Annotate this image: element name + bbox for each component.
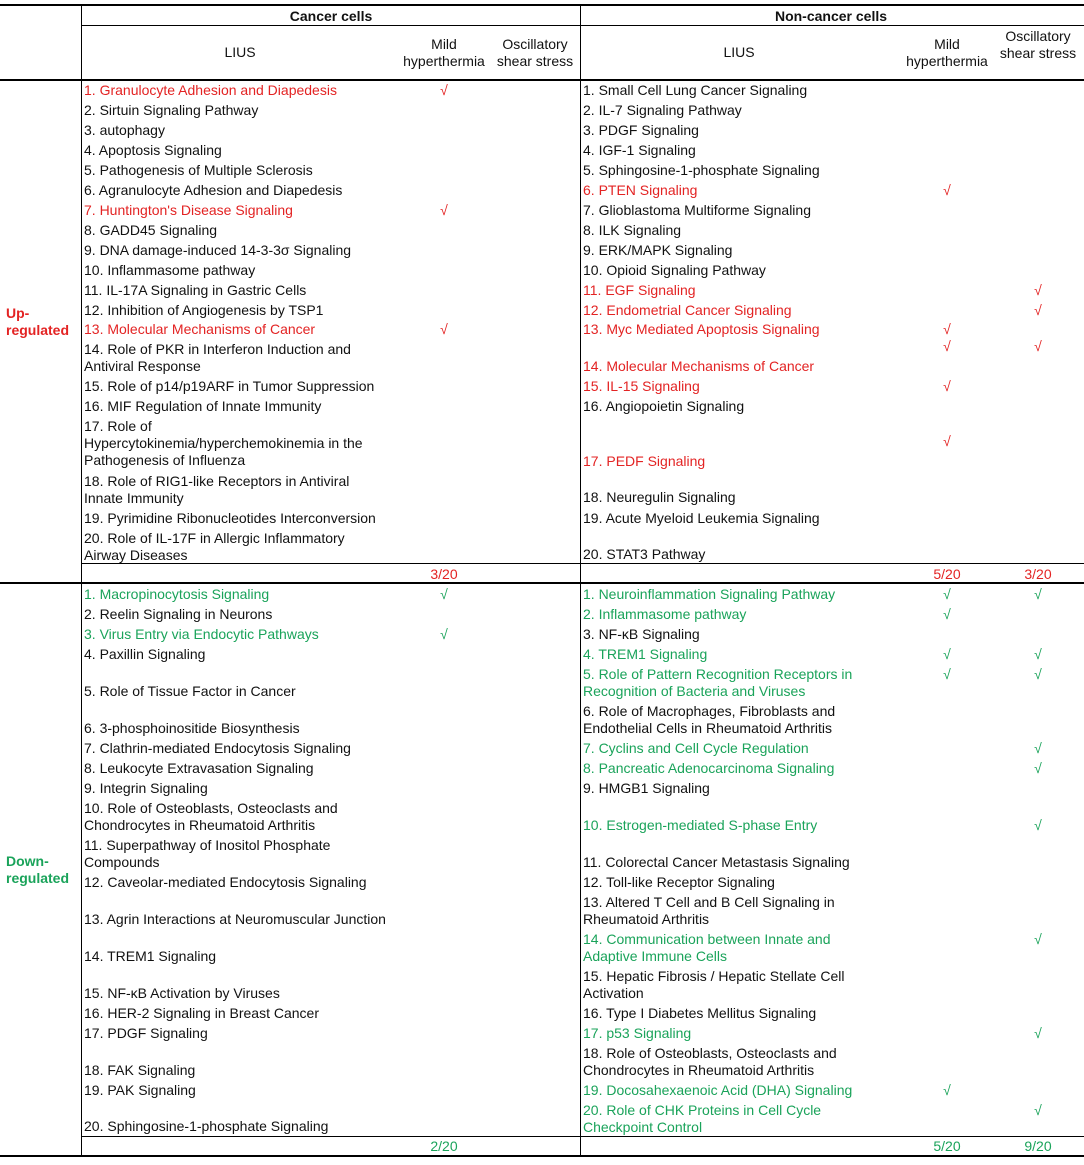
mild-hyperthermia-check: √: [440, 82, 448, 98]
table-row: [84, 683, 296, 700]
pathway-name: 17. p53 Signaling: [583, 1025, 692, 1041]
pathway-name: 20. Role of IL-17F in Allergic Inflammatory: [84, 530, 345, 546]
table-row: [583, 606, 746, 623]
mild-hyperthermia-check: √: [440, 626, 448, 642]
pathway-name: 7. Huntington's Disease Signaling: [84, 202, 293, 218]
pathway-name: 16. MIF Regulation of Innate Immunity: [84, 398, 322, 414]
down-noncancer-mild-score: 5/20: [933, 1138, 961, 1154]
table-row: [84, 948, 216, 965]
mild-hyperthermia-check: √: [943, 1082, 951, 1098]
oscillatory-shear-check: √: [1034, 760, 1042, 776]
oscillatory-shear-check: √: [1034, 740, 1042, 756]
table-row: [583, 780, 710, 797]
oscillatory-shear-check: √: [1034, 338, 1042, 354]
pathway-name: 2. Inflammasome pathway: [583, 606, 747, 622]
table-row: [84, 182, 342, 199]
pathway-name: 7. Cyclins and Cell Cycle Regulation: [583, 740, 809, 756]
table-row: [583, 626, 700, 643]
pathway-name: Adaptive Immune Cells: [583, 948, 727, 964]
pathway-name: 16. HER-2 Signaling in Breast Cancer: [84, 1005, 320, 1021]
pathway-name: 18. Role of Osteoblasts, Osteoclasts and: [583, 1045, 837, 1061]
pathway-name: 5. Role of Tissue Factor in Cancer: [84, 683, 296, 699]
up-noncancer-osc-score: 3/20: [1024, 566, 1052, 582]
table-row: [84, 142, 222, 159]
cancer-cells-header: Cancer cells: [289, 8, 373, 24]
pathway-name: 3. NF-κB Signaling: [583, 626, 700, 642]
pathway-name: 1. Granulocyte Adhesion and Diapedesis: [84, 82, 337, 98]
table-row: [583, 740, 809, 757]
oscillatory-shear-check: √: [1034, 666, 1042, 682]
table-row: [583, 122, 699, 139]
pathway-name: 19. Pyrimidine Ribonucleotides Interconversion: [84, 510, 376, 526]
pathway-name: 4. Paxillin Signaling: [84, 646, 206, 662]
pathway-name: 3. PDGF Signaling: [583, 122, 699, 138]
table-row: [84, 473, 349, 507]
table-row: [84, 82, 337, 99]
table-row: [84, 874, 367, 891]
table-row: [583, 546, 705, 563]
pathway-name: 2. Reelin Signaling in Neurons: [84, 606, 273, 622]
mild-hyperthermia-check: √: [440, 321, 448, 337]
table-row: [84, 242, 351, 259]
pathway-name: 19. Acute Myeloid Leukemia Signaling: [583, 510, 820, 526]
table-row: [583, 142, 696, 159]
pathway-name: 13. Agrin Interactions at Neuromuscular Junction: [84, 911, 386, 927]
cancer-lius-header: LIUS: [224, 44, 256, 60]
mild-hyperthermia-check: √: [943, 321, 951, 337]
pathway-name: 13. Molecular Mechanisms of Cancer: [84, 321, 316, 337]
table-row: [583, 82, 807, 99]
table-row: [84, 1005, 319, 1022]
pathway-name: 4. TREM1 Signaling: [583, 646, 708, 662]
table-row: [583, 968, 844, 1002]
pathway-name: 9. Integrin Signaling: [84, 780, 208, 796]
table-row: [84, 646, 205, 663]
pathway-name: Activation: [583, 985, 644, 1001]
pathway-name: 12. Endometrial Cancer Signaling: [583, 302, 792, 318]
down-regulated-label: Down-regulated: [6, 853, 70, 886]
pathway-name: 14. Communication between Innate and: [583, 931, 831, 947]
pathway-name: Pathogenesis of Influenza: [84, 452, 246, 468]
pathway-name: 6. Role of Macrophages, Fibroblasts and: [583, 703, 836, 719]
pathway-name: 2. Sirtuin Signaling Pathway: [84, 102, 259, 118]
table-row: [84, 837, 330, 871]
oscillatory-shear-check: √: [1034, 586, 1042, 602]
table-row: [583, 894, 835, 928]
mild-hyperthermia-check: √: [440, 586, 448, 602]
noncancer-mild-header: Mild hyperthermia: [906, 36, 988, 69]
table-row: [583, 453, 705, 470]
mild-hyperthermia-check: √: [440, 202, 448, 218]
pathway-name: 5. Role of Pattern Recognition Receptors in: [583, 666, 853, 682]
table-row: [84, 1082, 196, 1099]
table-row: [84, 321, 315, 338]
mild-hyperthermia-check: √: [943, 433, 951, 449]
pathway-name: 16. Type I Diabetes Mellitus Signaling: [583, 1005, 817, 1021]
pathway-name: 6. Agranulocyte Adhesion and Diapedesis: [84, 182, 343, 198]
cancer-osc-header: Oscillatory shear stress: [496, 36, 574, 69]
group-col-divider: [81, 4, 82, 1156]
pathway-name: 4. IGF-1 Signaling: [583, 142, 696, 158]
table-row: [84, 1118, 328, 1135]
table-row: [583, 854, 850, 871]
table-row: [84, 102, 258, 119]
pathway-name: Chondrocytes in Rheumatoid Arthritis: [84, 817, 316, 833]
cancer-mild-header: Mild hyperthermia: [403, 36, 485, 69]
table-row: [84, 1025, 208, 1042]
table-row: [583, 489, 736, 506]
table-row: [583, 703, 835, 737]
pathway-name: 1. Small Cell Lung Cancer Signaling: [583, 82, 808, 98]
mild-hyperthermia-check: √: [943, 606, 951, 622]
pathway-name: 8. GADD45 Signaling: [84, 222, 218, 238]
noncancer-cells-header: Non-cancer cells: [774, 8, 888, 24]
table-row: [583, 1025, 691, 1042]
table-row: [583, 162, 820, 179]
table-row: [583, 321, 820, 338]
pathway-name: Rheumatoid Arthritis: [583, 911, 710, 927]
pathway-name: 9. HMGB1 Signaling: [583, 780, 710, 796]
pathway-name: 11. Colorectal Cancer Metastasis Signaling: [583, 854, 850, 870]
table-row: [583, 586, 835, 603]
mild-hyperthermia-check: √: [943, 338, 951, 354]
table-row: [583, 666, 852, 700]
pathway-name: 19. Docosahexaenoic Acid (DHA) Signaling: [583, 1082, 853, 1098]
table-row: [84, 302, 323, 319]
pathway-name: Hypercytokinemia/hyperchemokinemia in the: [84, 435, 363, 451]
pathway-name: 15. Role of p14/p19ARF in Tumor Suppression: [84, 378, 375, 394]
pathway-name: 6. PTEN Signaling: [583, 182, 698, 198]
top-border: [0, 4, 1084, 6]
table-row: [583, 874, 775, 891]
pathway-name: 8. Pancreatic Adenocarcinoma Signaling: [583, 760, 835, 776]
table-row: [583, 1082, 852, 1099]
pathway-name: Compounds: [84, 854, 160, 870]
noncancer-osc-header: Oscillatory shear stress: [999, 28, 1077, 61]
table-row: [583, 817, 817, 834]
table-row: [583, 760, 834, 777]
table-row: [583, 262, 766, 279]
table-row: [583, 202, 811, 219]
table-row: [583, 931, 831, 965]
group-divider: [0, 582, 1084, 584]
pathway-name: 1. Macropinocytosis Signaling: [84, 586, 270, 602]
pathway-name: 13. Myc Mediated Apoptosis Signaling: [583, 321, 820, 337]
table-row: [84, 162, 313, 179]
down-score-divider: [82, 1136, 1084, 1137]
table-row: [583, 222, 681, 239]
pathway-name: 18. Neuregulin Signaling: [583, 489, 736, 505]
table-row: [583, 398, 744, 415]
header-bottom-border: [0, 79, 1084, 81]
table-row: [84, 720, 300, 737]
table-row: [84, 626, 319, 643]
pathway-name: Checkpoint Control: [583, 1119, 703, 1135]
table-row: [583, 102, 742, 119]
pathway-name: Endothelial Cells in Rheumatoid Arthritis: [583, 720, 833, 736]
table-row: [84, 760, 314, 777]
pathway-name: Antiviral Response: [84, 358, 201, 374]
table-row: [84, 800, 338, 834]
table-row: [84, 606, 272, 623]
pathway-name: Chondrocytes in Rheumatoid Arthritis: [583, 1062, 815, 1078]
cell-type-divider: [580, 4, 581, 1156]
pathway-name: 2. IL-7 Signaling Pathway: [583, 102, 742, 118]
pathway-name: 7. Clathrin-mediated Endocytosis Signaling: [84, 740, 351, 756]
table-row: [84, 418, 363, 469]
oscillatory-shear-check: √: [1034, 302, 1042, 318]
mild-hyperthermia-check: √: [943, 646, 951, 662]
table-row: [84, 341, 351, 375]
pathway-name: Airway Diseases: [84, 547, 188, 563]
pathway-name: 4. Apoptosis Signaling: [84, 142, 222, 158]
pathway-name: 18. Role of RIG1-like Receptors in Antiviral: [84, 473, 350, 489]
table-row: [84, 262, 255, 279]
bottom-border: [0, 1155, 1084, 1157]
table-row: [583, 378, 700, 395]
down-cancer-mild-score: 2/20: [430, 1138, 458, 1154]
pathway-name: 18. FAK Signaling: [84, 1062, 196, 1078]
pathway-name: 3. autophagy: [84, 122, 165, 138]
pathway-name: 10. Inflammasome pathway: [84, 262, 256, 278]
pathway-name: 14. Role of PKR in Interferon Induction and: [84, 341, 351, 357]
pathway-name: 7. Glioblastoma Multiforme Signaling: [583, 202, 811, 218]
pathway-name: 9. DNA damage-induced 14-3-3σ Signaling: [84, 242, 352, 258]
mild-hyperthermia-check: √: [943, 378, 951, 394]
mild-hyperthermia-check: √: [943, 666, 951, 682]
pathway-name: 17. Role of: [84, 418, 152, 434]
pathway-name: 20. Role of CHK Proteins in Cell Cycle: [583, 1102, 822, 1118]
table-row: [583, 646, 707, 663]
pathway-name: 8. Leukocyte Extravasation Signaling: [84, 760, 314, 776]
pathway-name: 19. PAK Signaling: [84, 1082, 196, 1098]
pathway-name: 20. Sphingosine-1-phosphate Signaling: [84, 1118, 329, 1134]
pathway-name: 11. IL-17A Signaling in Gastric Cells: [84, 282, 307, 298]
pathway-name: 12. Inhibition of Angiogenesis by TSP1: [84, 302, 324, 318]
table-row: [583, 358, 814, 375]
table-row: [84, 222, 217, 239]
table-row: [583, 1005, 816, 1022]
mild-hyperthermia-check: √: [943, 182, 951, 198]
pathway-name: 13. Altered T Cell and B Cell Signaling in: [583, 894, 835, 910]
noncancer-lius-header: LIUS: [723, 44, 755, 60]
pathway-name: 11. Superpathway of Inositol Phosphate: [84, 837, 331, 853]
table-row: [84, 398, 321, 415]
oscillatory-shear-check: √: [1034, 931, 1042, 947]
table-row: [84, 780, 208, 797]
pathway-name: 8. ILK Signaling: [583, 222, 682, 238]
table-row: [583, 510, 820, 527]
table-row: [84, 985, 280, 1002]
table-row: [84, 586, 269, 603]
table-row: [84, 530, 345, 564]
table-row: [583, 282, 696, 299]
table-row: [84, 1062, 195, 1079]
table-row: [583, 182, 697, 199]
pathway-name: 12. Caveolar-mediated Endocytosis Signaling: [84, 874, 367, 890]
oscillatory-shear-check: √: [1034, 1025, 1042, 1041]
oscillatory-shear-check: √: [1034, 817, 1042, 833]
pathway-name: 10. Opioid Signaling Pathway: [583, 262, 766, 278]
pathway-name: 10. Role of Osteoblasts, Osteoclasts and: [84, 800, 338, 816]
down-noncancer-osc-score: 9/20: [1024, 1138, 1052, 1154]
table-row: [583, 1102, 821, 1136]
table-row: [583, 242, 732, 259]
pathway-name: Innate Immunity: [84, 490, 184, 506]
oscillatory-shear-check: √: [1034, 282, 1042, 298]
table-row: [84, 202, 293, 219]
pathway-name: 11. EGF Signaling: [583, 282, 696, 298]
up-regulated-label: Up-regulated: [6, 305, 70, 338]
pathway-name: 1. Neuroinflammation Signaling Pathway: [583, 586, 836, 602]
up-cancer-mild-score: 3/20: [430, 566, 458, 582]
table-row: [84, 122, 165, 139]
oscillatory-shear-check: √: [1034, 1102, 1042, 1118]
pathway-name: 14. TREM1 Signaling: [84, 948, 217, 964]
table-row: [583, 302, 792, 319]
table-row: [84, 740, 351, 757]
pathway-name: 5. Sphingosine-1-phosphate Signaling: [583, 162, 820, 178]
pathway-name: 5. Pathogenesis of Multiple Sclerosis: [84, 162, 313, 178]
pathway-name: 17. PDGF Signaling: [84, 1025, 208, 1041]
pathway-name: 10. Estrogen-mediated S-phase Entry: [583, 817, 818, 833]
pathway-name: 3. Virus Entry via Endocytic Pathways: [84, 626, 319, 642]
mild-hyperthermia-check: √: [943, 586, 951, 602]
oscillatory-shear-check: √: [1034, 646, 1042, 662]
table-row: [84, 510, 376, 527]
pathway-name: 15. IL-15 Signaling: [583, 378, 700, 394]
pathway-name: 14. Molecular Mechanisms of Cancer: [583, 358, 815, 374]
up-score-divider: [82, 563, 1084, 564]
pathway-name: Recognition of Bacteria and Viruses: [583, 683, 806, 699]
pathway-name: 6. 3-phosphoinositide Biosynthesis: [84, 720, 300, 736]
pathway-name: 16. Angiopoietin Signaling: [583, 398, 745, 414]
pathway-name: 12. Toll-like Receptor Signaling: [583, 874, 775, 890]
pathway-name: 15. NF-κB Activation by Viruses: [84, 985, 280, 1001]
up-noncancer-mild-score: 5/20: [933, 566, 961, 582]
pathway-name: 20. STAT3 Pathway: [583, 546, 706, 562]
header-divider: [82, 25, 1084, 26]
pathway-name: 15. Hepatic Fibrosis / Hepatic Stellate Cell: [583, 968, 845, 984]
table-row: [84, 911, 386, 928]
table-row: [84, 282, 306, 299]
table-row: [84, 378, 374, 395]
table-row: [583, 1045, 837, 1079]
pathway-name: 17. PEDF Signaling: [583, 453, 706, 469]
pathway-name: 9. ERK/MAPK Signaling: [583, 242, 733, 258]
